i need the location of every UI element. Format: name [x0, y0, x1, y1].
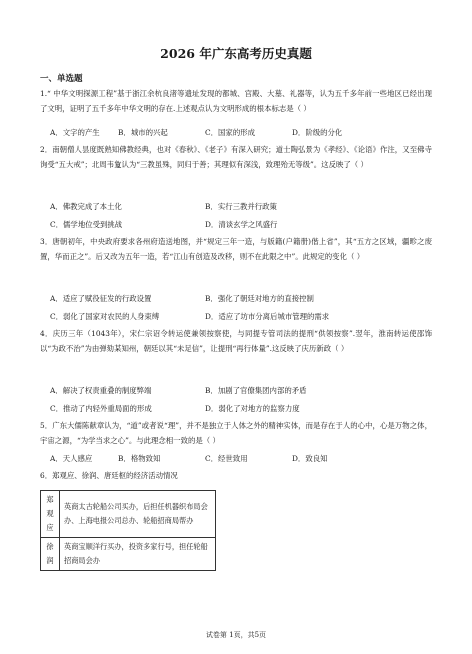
merchant-table — [40, 490, 216, 571]
table-cell-activity: 英商太古轮船公司买办，后担任机器织布局会办、上海电报公司总办、轮船招商局帮办 — [60, 491, 216, 538]
q5-option-d: D．致良知 — [292, 454, 328, 463]
q3-option-a: A．适应了赋役征发的行政设置 — [50, 294, 152, 303]
question-5-stem: 5．广东大儒陈献章认为，“道”或者说“理”，并不是独立于人体之外的精神实体，而是存在于人的心中，心是万物之体，宇宙之源，“为学当求之心”。与此理念相一致的是（ ） — [40, 421, 432, 445]
table-row — [41, 491, 216, 538]
page-footer: 试卷第 1页，共5页 — [205, 631, 267, 639]
q3-option-b: B．强化了朝廷对地方的直接控制 — [205, 294, 314, 303]
q5-option-b: B．格物致知 — [118, 454, 161, 463]
q1-option-b: B．城市的兴起 — [118, 128, 168, 137]
section-heading: 一、单选题 — [40, 74, 83, 84]
q4-option-b: B．加剧了官僚集团内部的矛盾 — [205, 386, 307, 395]
q4-option-c: C．推动了内轻外重局面的形成 — [50, 404, 152, 413]
question-4-stem: 4．庆历三年（1043年），宋仁宗诏令转运使兼领按察使，与同提专管司法的提刑“供领按察”.翌年，淮南转运使邵饰以“为政不治”为由弹劾某知州，朝廷以其“未足信”，让提刑“再行体量”.这反映了庆历新政（ ） — [40, 329, 432, 353]
q2-option-a: A．佛教完成了本土化 — [50, 202, 122, 211]
q2-option-b: B．实行三教并行政策 — [205, 202, 277, 211]
q3-option-c: C．弱化了国家对农民的人身束缚 — [50, 312, 160, 321]
q4-option-d: D．弱化了对地方的监察力度 — [205, 404, 300, 413]
question-3-stem: 3．唐朝初年，中央政府要求各州府造送地图，并“规定三年一造，与版籍(户籍册)偕上省”，其“五方之区域，疆畛之废置，华而正之”。后又改为五年一造，若“江山有创造及改移，则不在此限之中”。此规定的变化（ ） — [40, 237, 432, 261]
q5-option-c: C．经世致用 — [205, 454, 248, 463]
q1-option-c: C．国家的形成 — [205, 128, 255, 137]
q2-option-c: C．儒学地位受到挑战 — [50, 220, 123, 229]
table-cell-activity: 英商宝顺洋行买办，投资多家行号，担任轮船招商局会办 — [60, 538, 216, 571]
q1-option-d: D．阶级的分化 — [292, 128, 343, 137]
q1-option-a: A．文字的产生 — [50, 128, 100, 137]
q3-option-d: D．适应了坊市分离后城市管理的需求 — [205, 312, 330, 321]
question-1-stem: 1.“ 中华文明探源工程”基于浙江余杭良渚等遗址发现的都城、宫殿、大墓、礼器等，认为五千多年前一些地区已经出现了文明，证明了五千多年中华文明的存在.上述观点认为文明形成的根本标志是（ ） — [40, 89, 432, 113]
table-cell-name: 徐润 — [41, 538, 60, 571]
q5-option-a: A．天人感应 — [50, 454, 93, 463]
table-row — [41, 538, 216, 571]
question-2-stem: 2．南朝僧人昙度既熟知佛教经典，也对《春秋》、《老子》有深入研究；道士陶弘景为《孝经》、《论语》作注，又至佛寺询受“五大戒”；北周韦夐认为“三教虽殊，同归于善；其理似有深浅，致理殆无等级”。这反映了（ ） — [40, 145, 432, 169]
q2-option-d: D．清谈玄学之风盛行 — [205, 220, 278, 229]
question-6-stem: 6．郑观应、徐润、唐廷枢的经济活动情况 — [40, 471, 178, 480]
page-title: 2026 年广东高考历史真题 — [160, 46, 312, 61]
q4-option-a: A．解决了权责重叠的制度弊端 — [50, 386, 152, 395]
table-cell-name: 郑观应 — [41, 491, 60, 538]
